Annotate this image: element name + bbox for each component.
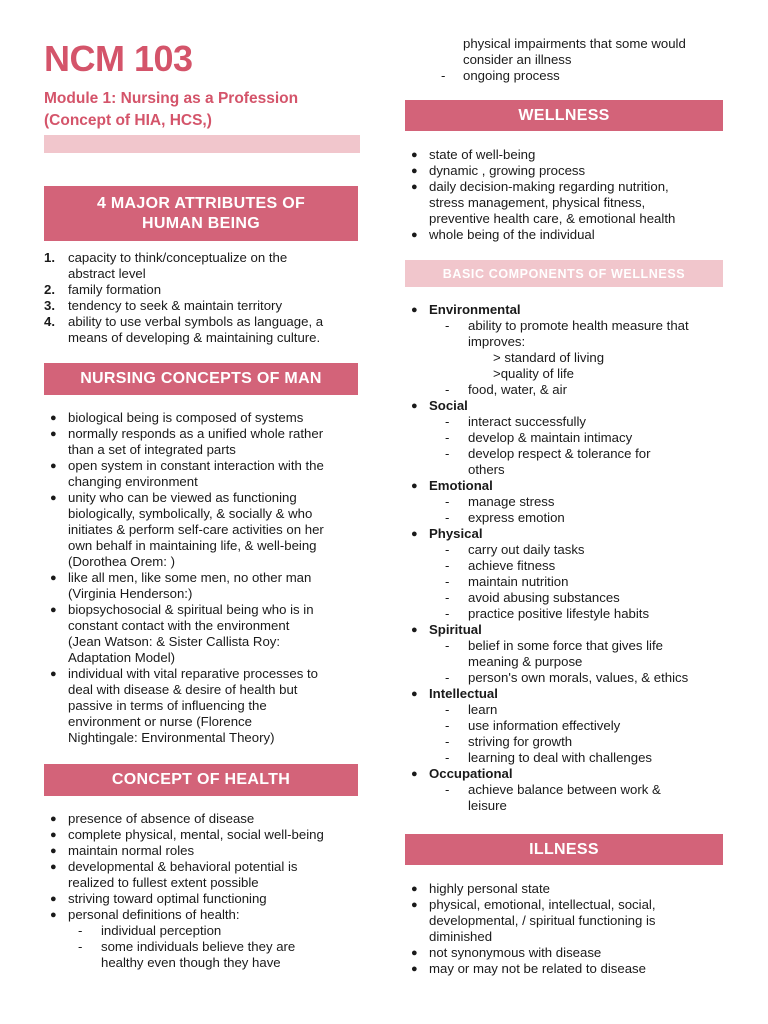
list-item bbox=[44, 298, 362, 314]
bullet-icon: ● bbox=[411, 149, 418, 161]
list-item bbox=[44, 314, 362, 346]
item-text: carry out daily tasks bbox=[468, 542, 585, 557]
sub-list-item bbox=[405, 430, 725, 446]
sub-list-item bbox=[405, 382, 725, 398]
item-text: tendency to seek & maintain territory bbox=[68, 298, 283, 313]
item-text: manage stress bbox=[468, 494, 555, 509]
sub-list-item bbox=[405, 590, 725, 606]
item-text: family formation bbox=[68, 282, 162, 297]
dash-icon: - bbox=[445, 574, 450, 589]
component-item bbox=[405, 766, 725, 814]
item-text: striving toward optimal functioning bbox=[68, 891, 267, 906]
nursing-concepts-list bbox=[44, 410, 362, 746]
bullet-icon: ● bbox=[411, 181, 418, 193]
bullet-icon: ● bbox=[411, 528, 418, 540]
sub-list-item bbox=[405, 542, 725, 558]
bullet-icon: ● bbox=[411, 963, 418, 975]
list-item bbox=[44, 666, 362, 746]
list-item bbox=[44, 570, 362, 602]
components-list bbox=[405, 302, 725, 814]
item-text: individual perception bbox=[101, 923, 222, 938]
continued-text bbox=[405, 36, 725, 52]
nursing-concepts-heading: NURSING CONCEPTS OF MAN bbox=[44, 363, 358, 395]
dash-icon: - bbox=[445, 494, 450, 509]
dash-icon: - bbox=[445, 702, 450, 717]
sub-list-item bbox=[405, 702, 725, 718]
item-number: 2. bbox=[44, 282, 55, 297]
item-text: deal with disease & desire of health but bbox=[68, 682, 298, 697]
subtitle-line: (Concept of HIA, HCS,) bbox=[44, 112, 212, 129]
bullet-icon: ● bbox=[50, 572, 57, 584]
item-text: biopsychosocial & spiritual being who is in bbox=[68, 602, 314, 617]
item-text: meaning & purpose bbox=[468, 654, 583, 669]
list-item bbox=[405, 961, 725, 977]
item-text: (Virginia Henderson:) bbox=[68, 586, 193, 601]
item-text: developmental & behavioral potential is bbox=[68, 859, 298, 874]
health-heading: CONCEPT OF HEALTH bbox=[44, 764, 358, 796]
item-text: consider an illness bbox=[463, 52, 572, 67]
item-text: use information effectively bbox=[468, 718, 621, 733]
item-text: diminished bbox=[429, 929, 493, 944]
attributes-heading bbox=[44, 186, 358, 241]
component-name: Emotional bbox=[429, 478, 493, 493]
item-text: (Dorothea Orem: ) bbox=[68, 554, 175, 569]
bullet-icon: ● bbox=[50, 813, 57, 825]
item-text: develop & maintain intimacy bbox=[468, 430, 633, 445]
dash-icon: - bbox=[445, 782, 450, 797]
item-text: maintain normal roles bbox=[68, 843, 195, 858]
component-sub-list bbox=[405, 782, 725, 814]
dash-icon: - bbox=[78, 939, 83, 954]
bullet-icon: ● bbox=[411, 768, 418, 780]
subtitle-line: Module 1: Nursing as a Profession bbox=[44, 90, 299, 107]
item-text: unity who can be viewed as functioning bbox=[68, 490, 297, 505]
item-text: capacity to think/conceptualize on the bbox=[68, 250, 288, 265]
component-name: Occupational bbox=[429, 766, 513, 781]
illness-list bbox=[405, 881, 725, 977]
bullet-icon: ● bbox=[50, 428, 57, 440]
item-text: may or may not be related to disease bbox=[429, 961, 646, 976]
bullet-icon: ● bbox=[411, 165, 418, 177]
bullet-icon: ● bbox=[411, 229, 418, 241]
item-text: individual with vital reparative processes to bbox=[68, 666, 318, 681]
item-number: 4. bbox=[44, 314, 55, 329]
item-text: >quality of life bbox=[493, 366, 575, 381]
sub-list-item bbox=[405, 494, 725, 510]
list-item bbox=[44, 602, 362, 666]
list-item bbox=[44, 410, 362, 426]
dash-icon: - bbox=[445, 734, 450, 749]
sub-list-item bbox=[405, 734, 725, 750]
item-text: > standard of living bbox=[493, 350, 605, 365]
item-text: maintain nutrition bbox=[468, 574, 569, 589]
sub-list-item bbox=[405, 318, 725, 382]
dash-icon: - bbox=[445, 318, 450, 333]
sub-list-item bbox=[405, 670, 725, 686]
attributes-list bbox=[44, 250, 362, 346]
sub-list-item bbox=[405, 446, 725, 478]
sub-list-item bbox=[405, 414, 725, 430]
item-text: ability to promote health measure that bbox=[468, 318, 689, 333]
bullet-icon: ● bbox=[411, 400, 418, 412]
sub-list-item bbox=[405, 718, 725, 734]
item-text: normally responds as a unified whole rather bbox=[68, 426, 324, 441]
bullet-icon: ● bbox=[411, 688, 418, 700]
list-item bbox=[44, 859, 362, 891]
item-text: biological being is composed of systems bbox=[68, 410, 304, 425]
sub-list-item bbox=[405, 606, 725, 622]
bullet-icon: ● bbox=[411, 947, 418, 959]
dash-icon: - bbox=[445, 590, 450, 605]
item-text: food, water, & air bbox=[468, 382, 567, 397]
item-text: complete physical, mental, social well-being bbox=[68, 827, 324, 842]
list-item bbox=[405, 227, 725, 243]
list-item bbox=[44, 907, 362, 923]
bullet-icon: ● bbox=[411, 899, 418, 911]
sub-list-item bbox=[405, 782, 725, 814]
item-text: develop respect & tolerance for bbox=[468, 446, 651, 461]
continued-list bbox=[405, 36, 725, 84]
item-text: physical, emotional, intellectual, social, bbox=[429, 897, 656, 912]
item-text: initiates & perform self-care activities on her bbox=[68, 522, 324, 537]
decorative-bar bbox=[44, 135, 360, 153]
sub-list-item bbox=[405, 68, 725, 84]
item-text: abstract level bbox=[68, 266, 146, 281]
dash-icon: - bbox=[445, 750, 450, 765]
list-item bbox=[44, 458, 362, 490]
component-item bbox=[405, 478, 725, 526]
bullet-icon: ● bbox=[50, 668, 57, 680]
item-text: express emotion bbox=[468, 510, 565, 525]
component-sub-list bbox=[405, 494, 725, 526]
dash-icon: - bbox=[441, 68, 446, 83]
sub-list-item bbox=[44, 923, 362, 939]
list-item bbox=[405, 897, 725, 945]
item-text: realized to fullest extent possible bbox=[68, 875, 259, 890]
item-text: striving for growth bbox=[468, 734, 573, 749]
item-text: achieve balance between work & bbox=[468, 782, 661, 797]
item-text: Adaptation Model) bbox=[68, 650, 176, 665]
sub-list-item bbox=[44, 939, 362, 971]
components-heading: BASIC COMPONENTS OF WELLNESS bbox=[405, 260, 723, 287]
component-item bbox=[405, 398, 725, 478]
bullet-icon: ● bbox=[50, 460, 57, 472]
dash-icon: - bbox=[445, 430, 450, 445]
item-text: leisure bbox=[468, 798, 507, 813]
item-text: improves: bbox=[468, 334, 526, 349]
dash-icon: - bbox=[445, 606, 450, 621]
dash-icon: - bbox=[445, 670, 450, 685]
item-text: interact successfully bbox=[468, 414, 586, 429]
dash-icon: - bbox=[445, 638, 450, 653]
item-text: like all men, like some men, no other man bbox=[68, 570, 312, 585]
item-text: ability to use verbal symbols as language, a bbox=[68, 314, 324, 329]
wellness-heading: WELLNESS bbox=[405, 100, 723, 131]
sub-list-item bbox=[405, 638, 725, 670]
item-text: person's own morals, values, & ethics bbox=[468, 670, 689, 685]
list-item bbox=[44, 843, 362, 859]
dash-icon: - bbox=[445, 718, 450, 733]
item-number: 1. bbox=[44, 250, 55, 265]
bullet-icon: ● bbox=[50, 845, 57, 857]
item-text: achieve fitness bbox=[468, 558, 556, 573]
sub-list-item bbox=[405, 750, 725, 766]
item-text: others bbox=[468, 462, 505, 477]
component-item bbox=[405, 302, 725, 398]
item-text: belief in some force that gives life bbox=[468, 638, 663, 653]
item-number: 3. bbox=[44, 298, 55, 313]
list-item bbox=[44, 811, 362, 827]
bullet-icon: ● bbox=[50, 492, 57, 504]
dash-icon: - bbox=[78, 923, 83, 938]
list-item bbox=[44, 282, 362, 298]
bullet-icon: ● bbox=[411, 883, 418, 895]
component-sub-list bbox=[405, 542, 725, 622]
bullet-icon: ● bbox=[50, 829, 57, 841]
list-item bbox=[44, 250, 362, 282]
bullet-icon: ● bbox=[411, 480, 418, 492]
item-text: physical impairments that some would bbox=[463, 36, 686, 51]
bullet-icon: ● bbox=[50, 604, 57, 616]
component-name: Social bbox=[429, 398, 468, 413]
component-sub-list bbox=[405, 702, 725, 766]
heading-line: 4 MAJOR ATTRIBUTES OF bbox=[96, 194, 306, 212]
item-text: Nightingale: Environmental Theory) bbox=[68, 730, 275, 745]
list-item bbox=[44, 490, 362, 570]
item-text: ongoing process bbox=[463, 68, 560, 83]
dash-icon: - bbox=[445, 414, 450, 429]
continued-text bbox=[405, 52, 725, 68]
item-text: whole being of the individual bbox=[429, 227, 595, 242]
bullet-icon: ● bbox=[50, 412, 57, 424]
item-text: constant contact with the environment bbox=[68, 618, 290, 633]
item-text: stress management, physical fitness, bbox=[429, 195, 646, 210]
item-text: passive in terms of influencing the bbox=[68, 698, 267, 713]
item-text: state of well-being bbox=[429, 147, 536, 162]
dash-icon: - bbox=[445, 542, 450, 557]
bullet-icon: ● bbox=[50, 861, 57, 873]
item-text: dynamic , growing process bbox=[429, 163, 586, 178]
component-item bbox=[405, 622, 725, 686]
list-item bbox=[405, 163, 725, 179]
list-item bbox=[405, 881, 725, 897]
module-subtitle bbox=[44, 88, 298, 132]
component-item bbox=[405, 526, 725, 622]
heading-line: HUMAN BEING bbox=[142, 214, 260, 232]
item-text: environment or nurse (Florence bbox=[68, 714, 252, 729]
dash-icon: - bbox=[445, 446, 450, 461]
item-text: highly personal state bbox=[429, 881, 550, 896]
item-text: biologically, symbolically, & socially & who bbox=[68, 506, 313, 521]
bullet-icon: ● bbox=[411, 624, 418, 636]
page-title: NCM 103 bbox=[44, 38, 193, 79]
component-sub-list bbox=[405, 414, 725, 478]
item-text: than a set of integrated parts bbox=[68, 442, 236, 457]
bullet-icon: ● bbox=[50, 909, 57, 921]
item-text: presence of absence of disease bbox=[68, 811, 255, 826]
item-text: learn bbox=[468, 702, 498, 717]
bullet-icon: ● bbox=[50, 893, 57, 905]
item-text: own behalf in maintaining life, & well-being bbox=[68, 538, 317, 553]
dash-icon: - bbox=[445, 382, 450, 397]
item-text: personal definitions of health: bbox=[68, 907, 240, 922]
component-name: Spiritual bbox=[429, 622, 482, 637]
item-text: means of developing & maintaining culture. bbox=[68, 330, 321, 345]
wellness-list bbox=[405, 147, 725, 243]
component-sub-list bbox=[405, 318, 725, 398]
health-list bbox=[44, 811, 362, 971]
list-item bbox=[44, 426, 362, 458]
list-item bbox=[405, 147, 725, 163]
bullet-icon: ● bbox=[411, 304, 418, 316]
list-item bbox=[405, 945, 725, 961]
component-name: Environmental bbox=[429, 302, 521, 317]
component-name: Intellectual bbox=[429, 686, 498, 701]
list-item bbox=[44, 891, 362, 907]
item-text: not synonymous with disease bbox=[429, 945, 602, 960]
sub-list-item bbox=[405, 510, 725, 526]
illness-heading: ILLNESS bbox=[405, 834, 723, 865]
item-text: learning to deal with challenges bbox=[468, 750, 653, 765]
item-text: preventive health care, & emotional health bbox=[429, 211, 676, 226]
item-text: healthy even though they have bbox=[101, 955, 281, 970]
sub-list-item bbox=[405, 574, 725, 590]
dash-icon: - bbox=[445, 510, 450, 525]
sub-list-item bbox=[405, 558, 725, 574]
item-text: practice positive lifestyle habits bbox=[468, 606, 650, 621]
item-text: developmental, / spiritual functioning is bbox=[429, 913, 656, 928]
component-item bbox=[405, 686, 725, 766]
item-text: open system in constant interaction with the bbox=[68, 458, 324, 473]
list-item bbox=[44, 827, 362, 843]
item-text: some individuals believe they are bbox=[101, 939, 296, 954]
component-name: Physical bbox=[429, 526, 483, 541]
item-text: changing environment bbox=[68, 474, 198, 489]
item-text: avoid abusing substances bbox=[468, 590, 620, 605]
item-text: daily decision-making regarding nutrition, bbox=[429, 179, 669, 194]
dash-icon: - bbox=[445, 558, 450, 573]
list-item bbox=[405, 179, 725, 227]
item-text: (Jean Watson: & Sister Callista Roy: bbox=[68, 634, 281, 649]
component-sub-list bbox=[405, 638, 725, 686]
